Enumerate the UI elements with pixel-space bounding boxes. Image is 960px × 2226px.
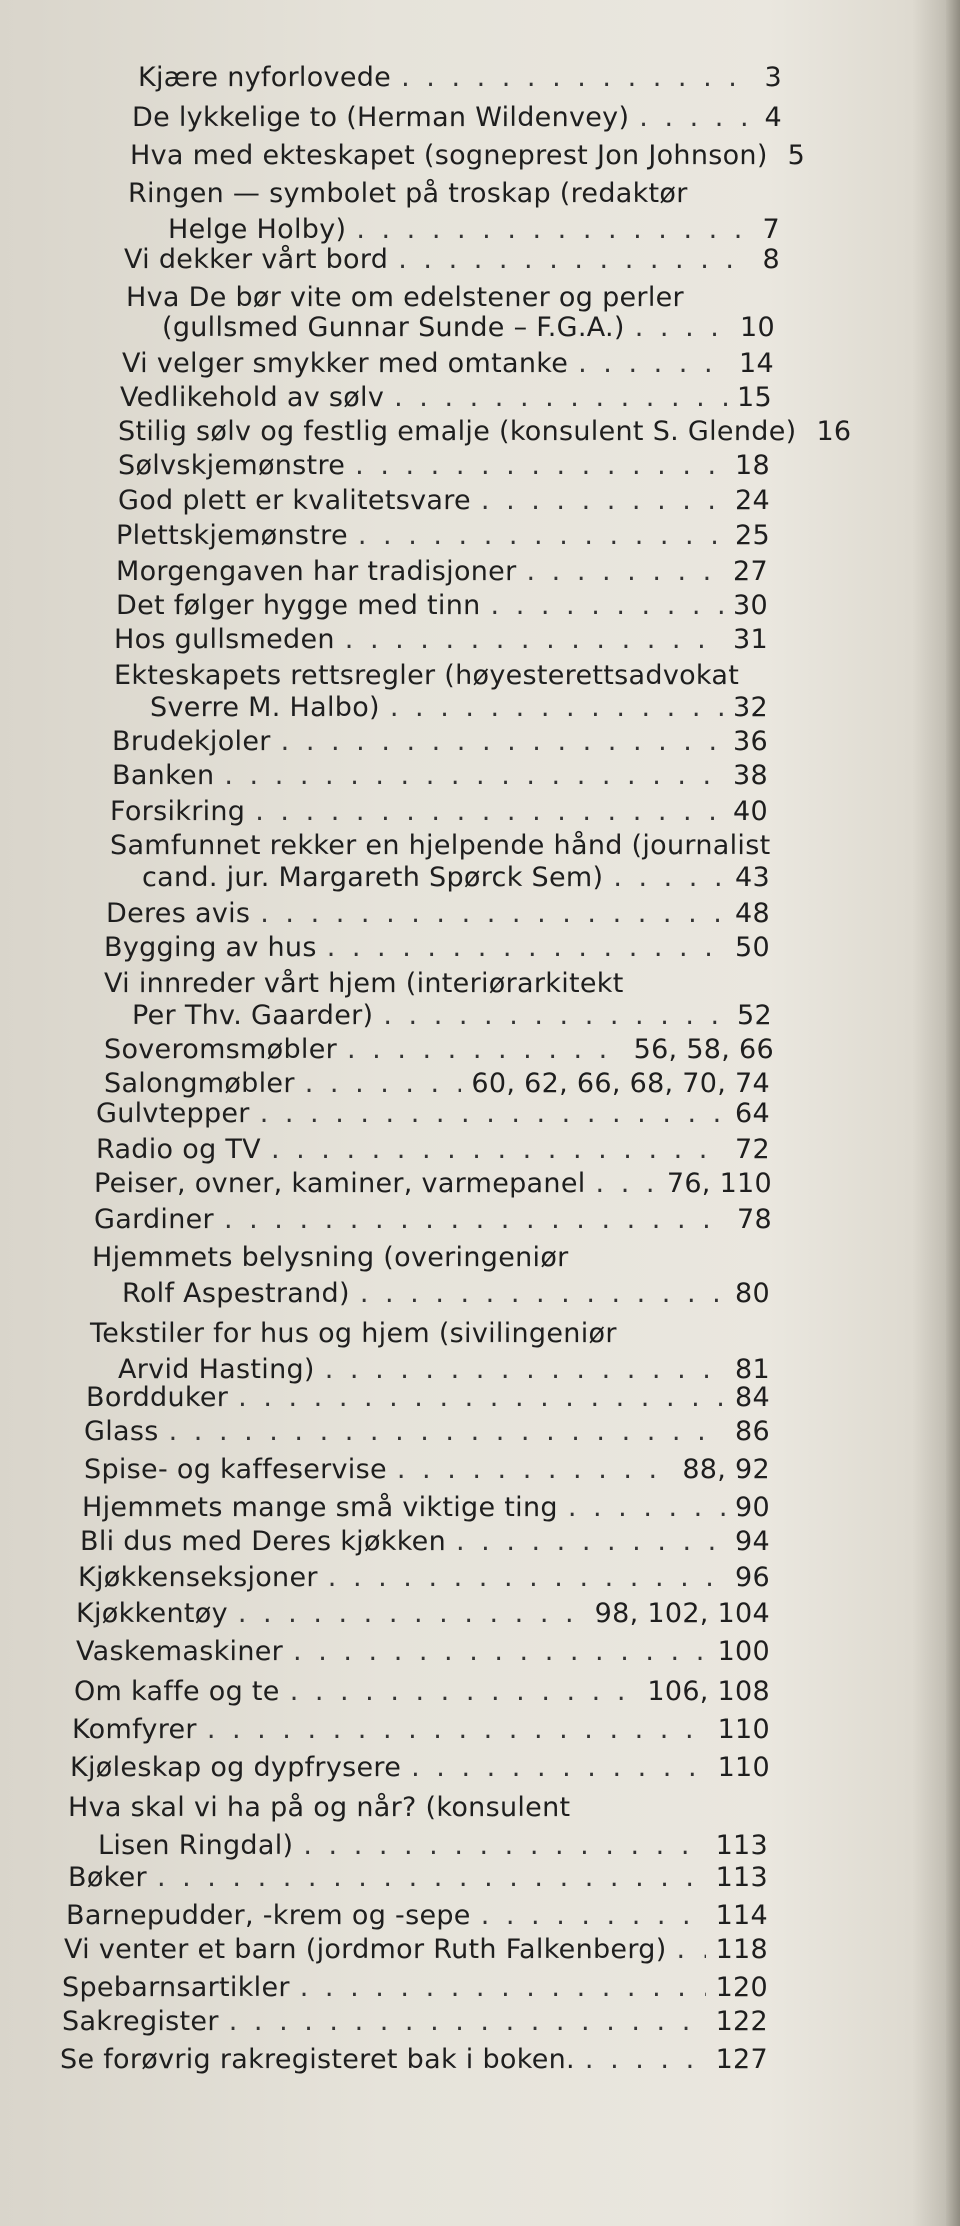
toc-entry-title: Helge Holby) (168, 214, 347, 245)
toc-entry (124, 240, 780, 280)
toc-entry-pages: 3 (764, 62, 782, 93)
dot-leader (398, 240, 752, 280)
dot-leader (481, 481, 725, 521)
toc-entry-title: Sølvskjemønstre (118, 450, 346, 481)
toc-entry-title: Om kaffe og te (74, 1676, 280, 1707)
toc-entry-pages: 36 (733, 726, 768, 757)
toc-entry-pages: 76, 110 (666, 1168, 772, 1199)
toc-entry-title: Gardiner (94, 1204, 214, 1235)
toc-entry-title: Plettskjemønstre (116, 520, 348, 551)
toc-entry-pages: 31 (733, 624, 768, 655)
toc-entry (84, 1450, 770, 1490)
dot-leader (207, 1710, 708, 1750)
toc-entry-pages: 113 (715, 1830, 768, 1861)
dot-leader (260, 1094, 725, 1134)
dot-leader (397, 1450, 672, 1490)
toc-entry-pages: 40 (733, 796, 768, 827)
toc-entry-pages: 110 (717, 1752, 770, 1783)
dot-leader (224, 1200, 727, 1240)
toc-entry (132, 98, 782, 138)
toc-entry-title: Gulvtepper (96, 1098, 250, 1129)
toc-entry-pages: 8 (762, 244, 780, 275)
toc-entry-pages: 88, 92 (682, 1454, 770, 1485)
toc-entry-title: Vi dekker vårt bord (124, 244, 389, 275)
dot-leader (360, 1274, 725, 1314)
toc-entry-title: Sakregister (62, 2006, 219, 2037)
toc-entry (130, 136, 806, 176)
toc-entry-pages: 113 (715, 1862, 768, 1893)
toc-entry (138, 58, 782, 98)
dot-leader (345, 620, 723, 660)
toc-entry-title: Tekstiler for hus og hjem (sivilingeniør (90, 1318, 617, 1349)
toc-entry (70, 1748, 770, 1788)
toc-entry-title: Hva med ekteskapet (sogneprest Jon Johnson) (130, 140, 768, 171)
toc-entry-title: Komfyrer (72, 1714, 197, 1745)
toc-entry-pages: 32 (733, 692, 768, 723)
toc-entry-title: Hva De bør vite om edelstener og perler (126, 282, 684, 313)
toc-entry-pages: 72 (735, 1134, 770, 1165)
dot-leader (169, 1412, 725, 1452)
dot-leader (157, 1858, 706, 1898)
toc-entry-title: Samfunnet rekker en hjelpende hånd (journalist (110, 830, 771, 861)
dot-leader (229, 2002, 706, 2042)
toc-entry-title: cand. jur. Margareth Spørck Sem) (142, 862, 604, 893)
toc-entry-pages: 56, 58, 66 (633, 1034, 774, 1065)
toc-entry-title: (gullsmed Gunnar Sunde – F.G.A.) (162, 312, 625, 343)
dot-leader (238, 1594, 585, 1634)
toc-entry (60, 2040, 768, 2080)
toc-entry-title: Barnepudder, -krem og -sepe (66, 1900, 471, 1931)
toc-entry-pages: 127 (715, 2044, 768, 2075)
toc-entry-title: Kjøkkenseksjoner (78, 1562, 318, 1593)
toc-entry-pages: 84 (735, 1382, 770, 1413)
toc-entry-title: Se forøvrig rakregisteret bak i boken. (60, 2044, 575, 2075)
toc-entry-pages: 5 (787, 140, 806, 171)
toc-entry-title: Bygging av hus (104, 932, 317, 963)
toc-entry-title: Spebarnsartikler (62, 1972, 290, 2003)
toc-entry-title: Bli dus med Deres kjøkken (80, 1526, 447, 1557)
toc-entry-title: Kjære nyforlovede (138, 62, 392, 93)
toc-entry-title: Lisen Ringdal) (98, 1830, 294, 1861)
toc-entry-title: Hos gullsmeden (114, 624, 335, 655)
toc-entry-title: Hjemmets mange små viktige ting (82, 1492, 558, 1523)
toc-entry-title: Deres avis (106, 898, 251, 929)
toc-entry-pages: 25 (735, 520, 770, 551)
toc-entry-pages: 81 (735, 1354, 770, 1385)
toc-entry-pages: 96 (735, 1562, 770, 1593)
toc-entry-title: Hva skal vi ha på og når? (konsulent (68, 1792, 571, 1823)
toc-entry-title: Peiser, ovner, kaminer, varmepanel (94, 1168, 586, 1199)
dot-leader (358, 516, 725, 556)
toc-entry-title: Brudekjoler (112, 726, 271, 757)
toc-entry-title: Soveromsmøbler (104, 1034, 338, 1065)
toc-entry-pages: 30 (733, 590, 768, 621)
toc-entry-title: Hjemmets belysning (overingeniør (92, 1242, 569, 1273)
dot-leader (613, 858, 725, 898)
toc-entry (84, 1412, 770, 1452)
dot-leader (456, 1522, 725, 1562)
toc-entry (118, 481, 770, 521)
toc-entry-pages: 50 (735, 932, 770, 963)
toc-entry-title: Spise- og kaffeservise (84, 1454, 387, 1485)
toc-entry (116, 516, 770, 556)
dot-leader (677, 1930, 706, 1970)
toc-entry (76, 1632, 770, 1672)
dot-leader (411, 1748, 707, 1788)
toc-entry (118, 446, 770, 486)
toc-entry-title: Salongmøbler (104, 1068, 295, 1099)
toc-entry-title: Vedlikehold av sølv (120, 382, 385, 413)
dot-leader (401, 58, 754, 98)
toc-entry-pages: 94 (735, 1526, 770, 1557)
toc-entry-title: Arvid Hasting) (118, 1354, 315, 1385)
toc-entry-title: God plett er kvalitetsvare (118, 485, 471, 516)
toc-entry-pages: 78 (737, 1204, 772, 1235)
toc-entry-title: De lykkelige to (Herman Wildenvey) (132, 102, 630, 133)
toc-entry-title: Bøker (68, 1862, 147, 1893)
toc-entry-pages: 90 (735, 1492, 770, 1523)
toc-entry-title: Bordduker (86, 1382, 229, 1413)
toc-entry-pages: 38 (733, 760, 768, 791)
dot-leader (290, 1672, 638, 1712)
toc-entry-pages: 122 (715, 2006, 768, 2037)
toc-entry (64, 1930, 768, 1970)
toc-entry-pages: 52 (737, 1000, 772, 1031)
toc-entry-pages: 98, 102, 104 (594, 1598, 770, 1629)
toc-entry-title: Vi velger smykker med omtanke (122, 348, 569, 379)
toc-entry (104, 928, 770, 968)
toc-entry-pages: 16 (816, 416, 852, 447)
toc-entry (114, 620, 768, 660)
toc-entry (94, 1200, 772, 1240)
toc-entry-title: Glass (84, 1416, 159, 1447)
toc-entry (162, 308, 775, 348)
toc-entry-pages: 24 (735, 485, 770, 516)
toc-entry-pages: 10 (740, 312, 775, 343)
toc-entry (68, 1858, 768, 1898)
toc-entry-pages: 15 (737, 382, 772, 413)
dot-leader (355, 446, 725, 486)
toc-entry-title: Rolf Aspestrand) (122, 1278, 350, 1309)
toc-entry-title: Per Thv. Gaarder) (132, 1000, 374, 1031)
toc-entry (62, 2002, 768, 2042)
toc-entry (80, 1522, 770, 1562)
toc-entry-pages: 120 (715, 1972, 768, 2003)
toc-entry-title: Morgengaven har tradisjoner (116, 556, 517, 587)
toc-entry-title: Kjøleskap og dypfrysere (70, 1752, 402, 1783)
dot-leader (327, 928, 725, 968)
toc-entry-pages: 118 (715, 1934, 768, 1965)
toc-entry-title: Ekteskapets rettsregler (høyesterettsadvokat (114, 660, 740, 691)
toc-entry-title: Sverre M. Halbo) (150, 692, 380, 723)
toc-entry (74, 1672, 770, 1712)
toc-entry-title: Kjøkkentøy (76, 1598, 228, 1629)
toc-entry (96, 1094, 770, 1134)
dot-leader (224, 756, 723, 796)
toc-entry-pages: 64 (735, 1098, 770, 1129)
dot-leader (328, 1558, 725, 1598)
toc-entry-title: Ringen — symbolet på troskap (redaktør (128, 178, 688, 209)
toc-entry-pages: 14 (739, 348, 774, 379)
toc-entry-pages: 27 (733, 556, 768, 587)
toc-entry-pages: 60, 62, 66, 68, 70, 74 (471, 1068, 770, 1099)
toc-entry (78, 1558, 770, 1598)
toc-entry-title: Banken (112, 760, 215, 791)
toc-entry (76, 1594, 770, 1634)
toc-entry-title: Vaskemaskiner (76, 1636, 284, 1667)
dot-leader (635, 308, 730, 348)
toc-entry-pages: 114 (715, 1900, 768, 1931)
toc-entry-pages: 43 (735, 862, 770, 893)
toc-entry-pages: 106, 108 (647, 1676, 770, 1707)
dot-leader (639, 98, 754, 138)
toc-entry-title: Vi innreder vårt hjem (interiørarkitekt (104, 968, 624, 999)
toc-entry-pages: 100 (717, 1636, 770, 1667)
toc-entry-title: Det følger hygge med tinn (116, 590, 481, 621)
toc-entry (72, 1710, 770, 1750)
toc-entry-title: Radio og TV (96, 1134, 261, 1165)
toc-entry-title: Stilig sølv og festlig emalje (konsulent S. Glende) (118, 416, 797, 447)
dot-leader (596, 1164, 657, 1204)
toc-entry-pages: 48 (735, 898, 770, 929)
toc-entry-title: Vi venter et barn (jordmor Ruth Falkenberg) (64, 1934, 667, 1965)
toc-entry-pages: 80 (735, 1278, 770, 1309)
toc-entry-pages: 110 (717, 1714, 770, 1745)
toc-entry-pages: 4 (764, 102, 782, 133)
toc-entry-pages: 18 (735, 450, 770, 481)
dot-leader (293, 1632, 708, 1672)
toc-entry (94, 1164, 772, 1204)
toc-entry-title: Forsikring (110, 796, 246, 827)
toc-entry (122, 1274, 770, 1314)
toc-entry-pages: 86 (735, 1416, 770, 1447)
dot-leader (585, 2040, 706, 2080)
toc-entry-pages: 7 (762, 214, 780, 245)
toc-entry (142, 858, 770, 898)
toc-entry (112, 756, 768, 796)
